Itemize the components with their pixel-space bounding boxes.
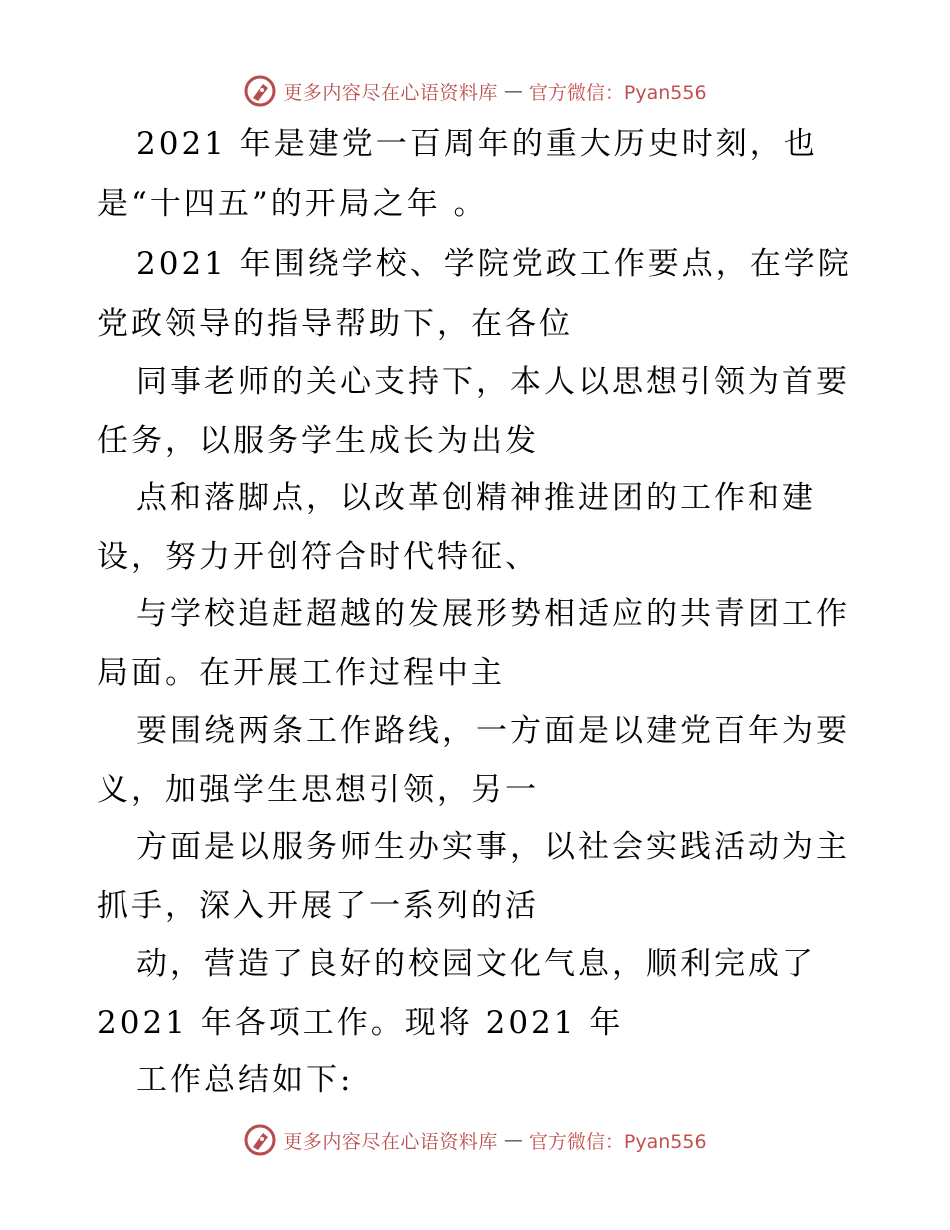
text-line: 方面是以服务师生办实事，以社会实践活动为主: [136, 829, 850, 865]
text-line: 同事老师的关心支持下，本人以思想引领为首要: [136, 364, 850, 400]
text-line: 要围绕两条工作路线，一方面是以建党百年为要: [136, 713, 850, 749]
text-line: 与学校追赶超越的发展形势相适应的共青团工作: [136, 596, 850, 632]
watermark-wechat: 官方微信：Pyan556: [528, 81, 707, 104]
footer-watermark: [0, 1120, 950, 1160]
text-line: 工作总结如下:: [136, 1062, 354, 1098]
watermark-wechat: 官方微信：Pyan556: [528, 1130, 707, 1153]
text-line: 抓手，深入开展了一系列的活: [97, 888, 539, 924]
text-line: 2021 年各项工作。现将 2021 年: [97, 1005, 624, 1041]
text-line: 2021 年是建党一百周年的重大历史时刻，也: [136, 126, 818, 162]
watermark-text: 更多内容尽在心语资料库: [283, 81, 498, 104]
watermark-separator: —: [503, 80, 523, 102]
text-line: 义，加强学生思想引领，另一: [97, 772, 539, 808]
text-line: 党政领导的指导帮助下，在各位: [97, 306, 573, 342]
text-line: 局面。在开展工作过程中主: [97, 655, 505, 691]
pen-nib-logo-icon: [243, 74, 277, 108]
watermark-text: 更多内容尽在心语资料库: [283, 1130, 498, 1153]
pen-nib-logo-icon: [243, 1123, 277, 1157]
text-line: 动，营造了良好的校园文化气息，顺利完成了: [136, 946, 816, 982]
header-watermark: [0, 71, 950, 111]
text-line: 2021 年围绕学校、学院党政工作要点，在学院: [136, 246, 852, 282]
watermark-separator: —: [503, 1129, 523, 1151]
text-line: 设，努力开创符合时代特征、: [97, 539, 539, 575]
text-line: 点和落脚点，以改革创精神推进团的工作和建: [136, 480, 816, 516]
text-line: 任务，以服务学生成长为出发: [97, 423, 539, 459]
text-line: 是“十四五”的开局之年 。: [97, 186, 488, 222]
